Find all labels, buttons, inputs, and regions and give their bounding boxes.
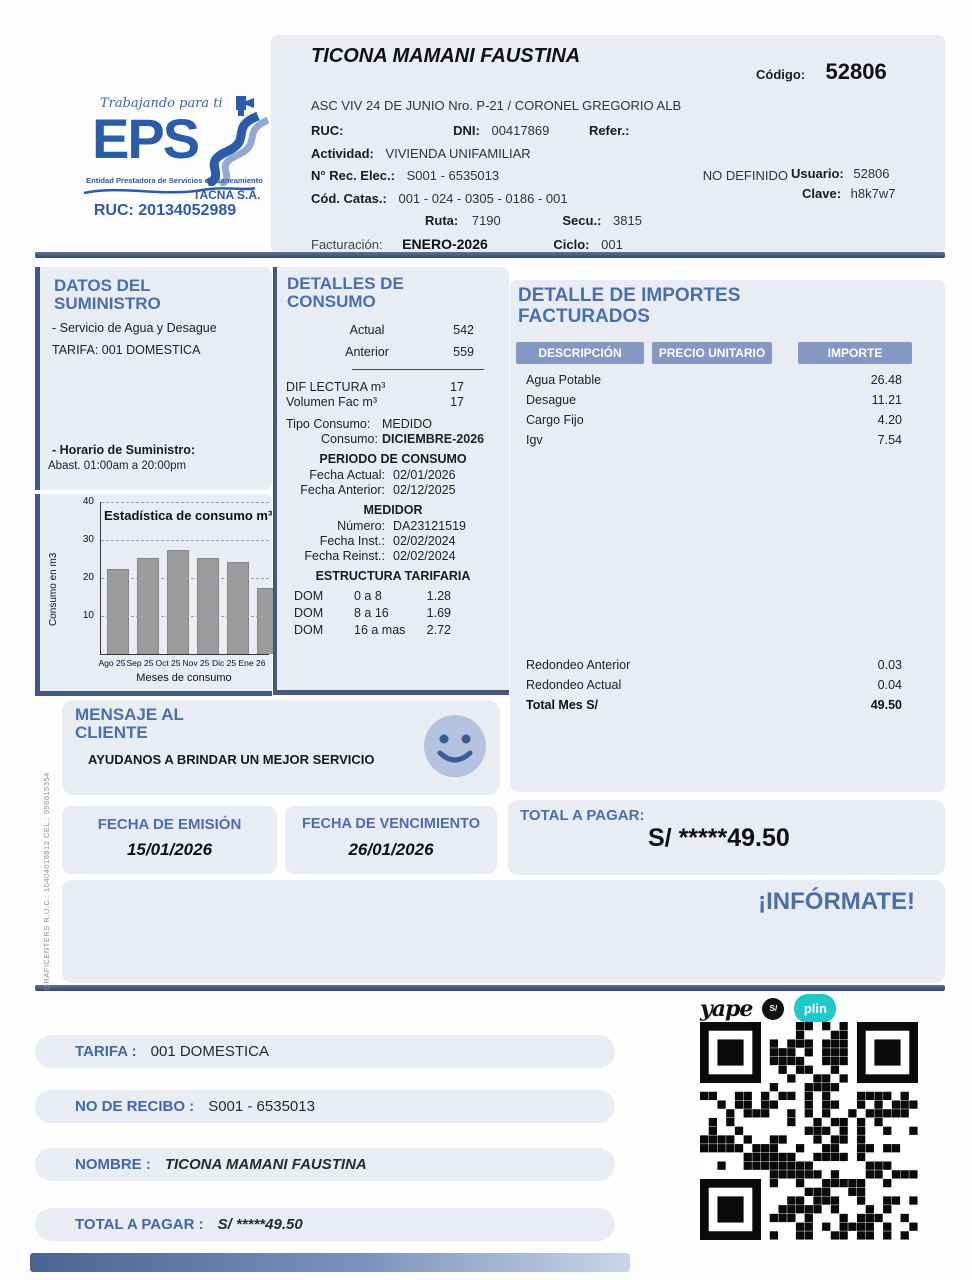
mensaje-text: AYUDANOS A BRINDAR UN MEJOR SERVICIO — [88, 752, 375, 767]
ciclo-value: 001 — [601, 237, 623, 252]
tarifa-precio: 1.69 — [426, 606, 451, 620]
actual-label: Actual — [349, 323, 385, 337]
usuario-value: 52806 — [853, 166, 890, 181]
fecha-emision-box — [62, 806, 277, 874]
chart-x-tick-label: Ene 26 — [238, 658, 266, 668]
medidor-numero-label: Número: — [337, 519, 385, 533]
company-tagline: Trabajando para ti — [100, 96, 223, 111]
col-descripcion: DESCRIPCIÓN — [516, 342, 644, 364]
fecha-anterior-label: Fecha Anterior: — [300, 483, 385, 497]
fecha-vencimiento-value: 26/01/2026 — [348, 840, 434, 859]
header-separator-bar — [35, 252, 945, 258]
header-row-recelec — [311, 168, 788, 183]
chart-y-tick-label: 40 — [82, 496, 94, 507]
customer-name: TICONA MAMANI FAUSTINA — [311, 45, 581, 67]
facturacion-value: ENERO-2026 — [402, 236, 488, 252]
actividad-value: VIVIENDA UNIFAMILIAR — [385, 146, 531, 161]
importe-desc: Agua Potable — [526, 373, 602, 387]
tarifa-tipo: DOM — [294, 606, 324, 620]
chart-bars — [107, 550, 279, 654]
yape-badge-icon: S/ — [762, 998, 784, 1020]
total-mes-row — [526, 698, 902, 712]
importe-amount: 7.54 — [877, 433, 902, 447]
company-logo — [60, 88, 270, 233]
redondeo-actual-value: 0.04 — [877, 678, 902, 692]
refer-label: Refer.: — [588, 123, 630, 138]
actividad-label: Actividad: — [311, 146, 374, 161]
chart-gridline — [101, 578, 269, 579]
suministro-title: DATOS DEL SUMINISTRO — [54, 276, 161, 313]
clave-value: h8k7w7 — [850, 186, 896, 201]
chart-y-tick-label: 30 — [82, 534, 94, 545]
ruc-label: RUC: — [311, 123, 344, 138]
facturacion-label: Facturación: — [311, 237, 383, 252]
chart-bar — [107, 569, 129, 654]
chart-x-tick-label: Dic 25 — [211, 658, 237, 668]
chart-y-tick-label: 20 — [82, 572, 94, 583]
stub-tarifa-label: TARIFA : — [75, 1043, 137, 1060]
tarifa-tipo: DOM — [294, 623, 324, 637]
chart-bar — [227, 562, 249, 654]
header-row-ruta — [425, 213, 642, 228]
payment-logos — [700, 994, 836, 1023]
smiley-icon — [422, 713, 488, 779]
chart-x-tick-label: Nov 25 — [182, 658, 210, 668]
company-name-suffix: TACNA S.A. — [193, 188, 261, 202]
importe-amount: 11.21 — [871, 393, 902, 407]
usuario-row — [791, 166, 890, 181]
importe-desc: Desague — [526, 393, 577, 407]
informate-box — [62, 880, 945, 983]
total-pagar-label: TOTAL A PAGAR: — [520, 807, 645, 824]
ciclo-label: Ciclo: — [553, 237, 590, 252]
fecha-emision-value: 15/01/2026 — [126, 840, 213, 859]
chart-x-axis-label: Meses de consumo — [136, 672, 232, 684]
dif-value: 17 — [450, 380, 464, 394]
importe-row — [526, 393, 902, 407]
consumo-box — [273, 267, 509, 695]
chart-bar — [167, 550, 189, 654]
horario-value: Abast. 01:00am a 20:00pm — [48, 460, 187, 472]
water-swirl-icon — [188, 94, 273, 186]
header-box — [271, 35, 945, 253]
chart-gridline — [101, 616, 269, 617]
periodo-title: PERIODO DE CONSUMO — [319, 452, 467, 466]
consumo-mes-label: Consumo: — [321, 432, 378, 446]
rec-elec-value: S001 - 6535013 — [406, 168, 500, 183]
header-row-actividad — [311, 146, 531, 161]
secu-label: Secu.: — [562, 213, 602, 228]
lectura-divider — [352, 369, 484, 370]
chart-x-tick-label: Ago 25 — [98, 658, 126, 668]
importes-table-header — [516, 342, 933, 364]
fecha-vencimiento-label: FECHA DE VENCIMIENTO — [301, 816, 481, 832]
importes-title: DETALLE DE IMPORTES FACTURADOS — [518, 285, 741, 327]
stub-recibo-label: NO DE RECIBO : — [75, 1098, 195, 1115]
tarifa-rango: 16 a mas — [354, 623, 406, 637]
tipo-consumo-value: MEDIDO — [382, 417, 432, 431]
yape-logo: yape — [700, 995, 753, 1022]
clave-row — [802, 186, 895, 201]
fecha-inst-value: 02/02/2024 — [393, 534, 456, 548]
chart-bar — [197, 558, 219, 654]
importes-box — [510, 280, 945, 792]
header-row-facturacion — [311, 236, 623, 252]
ruta-label: Ruta: — [425, 213, 459, 228]
rec-elec-label: N° Rec. Elec.: — [311, 168, 395, 183]
plin-logo: plin — [794, 994, 836, 1023]
mensaje-box — [62, 700, 500, 795]
fecha-emision-label: FECHA DE EMISIÓN — [97, 816, 242, 833]
importe-amount: 26.48 — [870, 373, 902, 387]
chart-y-tick-label: 10 — [82, 610, 94, 621]
importe-row — [526, 373, 902, 387]
medidor-title: MEDIDOR — [363, 503, 423, 517]
company-ruc: RUC: 20134052989 — [93, 202, 237, 219]
codigo-value: 52806 — [825, 59, 887, 84]
no-definido: NO DEFINIDO — [702, 168, 788, 183]
footer-separator-bar — [35, 985, 945, 991]
chart-plot-area — [100, 502, 269, 655]
volumen-label: Volumen Fac m³ — [286, 395, 378, 409]
fecha-actual-label: Fecha Actual: — [309, 468, 385, 482]
tipo-consumo-label: Tipo Consumo: — [286, 417, 371, 431]
stub-row-total — [35, 1208, 615, 1241]
chart-bar — [137, 558, 159, 654]
informate-text: ¡INFÓRMATE! — [758, 888, 915, 915]
importe-desc: Igv — [526, 433, 543, 447]
qr-code — [700, 1022, 918, 1240]
importe-desc: Cargo Fijo — [526, 413, 584, 427]
consumo-title: DETALLES DE CONSUMO — [287, 274, 404, 311]
total-mes-label: Total Mes S/ — [526, 698, 599, 712]
secu-value: 3815 — [613, 213, 642, 228]
stub-row-recibo — [35, 1090, 615, 1123]
suministro-tarifa: TARIFA: 001 DOMESTICA — [52, 343, 201, 357]
anterior-label: Anterior — [345, 345, 389, 359]
clave-label: Clave: — [802, 186, 842, 201]
fecha-reinst-label: Fecha Reinst.: — [304, 549, 385, 563]
stub-nombre-label: NOMBRE : — [75, 1156, 151, 1173]
anterior-value: 559 — [453, 345, 474, 359]
chart-x-tick-label: Oct 25 — [155, 658, 181, 668]
stub-nombre-value: TICONA MAMANI FAUSTINA — [164, 1156, 367, 1173]
chart-gridline — [101, 502, 269, 503]
stub-recibo-value: S001 - 6535013 — [208, 1098, 315, 1115]
stub-row-tarifa — [35, 1035, 615, 1068]
redondeo-actual-label: Redondeo Actual — [526, 678, 622, 692]
importe-amount: 4.20 — [877, 413, 902, 427]
tarifa-tipo: DOM — [294, 589, 324, 603]
tarifa-rango: 8 a 16 — [354, 606, 389, 620]
estructura-title: ESTRUCTURA TARIFARIA — [315, 569, 471, 583]
importe-row — [526, 433, 902, 447]
stub-tarifa-value: 001 DOMESTICA — [150, 1043, 270, 1060]
header-row-catas — [311, 191, 568, 206]
tarifa-precio: 1.28 — [426, 589, 451, 603]
fecha-inst-label: Fecha Inst.: — [319, 534, 385, 548]
fecha-vencimiento-box — [285, 806, 497, 874]
chart-x-ticks — [98, 658, 266, 668]
chart-x-tick-label: Sep 25 — [126, 658, 154, 668]
total-mes-value: 49.50 — [870, 698, 902, 712]
total-pagar-box — [508, 800, 945, 875]
dni-value: 00417869 — [491, 123, 550, 138]
volumen-value: 17 — [450, 395, 464, 409]
header-row-dni — [311, 123, 629, 138]
suministro-box — [35, 267, 272, 490]
tarifa-precio: 2.72 — [426, 623, 451, 637]
redondeo-anterior-row — [526, 658, 902, 672]
mensaje-title: MENSAJE AL CLIENTE — [75, 705, 184, 742]
suministro-servicio: - Servicio de Agua y Desague — [52, 321, 217, 335]
tarifa-rango: 0 a 8 — [354, 589, 382, 603]
usuario-label: Usuario: — [791, 166, 844, 181]
chart-y-axis-label: Consumo en m3 — [48, 552, 59, 626]
printer-side-text: GRAFICENTERS R.U.C.: 10404018812 CEL.: 956615354 — [42, 772, 51, 990]
chart-title: Estadística de consumo m³ — [104, 508, 273, 523]
dni-label: DNI: — [453, 123, 480, 138]
stub-row-nombre — [35, 1148, 615, 1181]
medidor-numero-value: DA23121519 — [393, 519, 466, 533]
total-pagar-amount: S/ *****49.50 — [648, 824, 790, 852]
customer-address: ASC VIV 24 DE JUNIO Nro. P-21 / CORONEL GREGORIO ALB — [311, 98, 682, 113]
col-importe: IMPORTE — [798, 342, 912, 364]
ruta-value: 7190 — [471, 213, 501, 228]
fecha-anterior-value: 02/12/2025 — [393, 483, 456, 497]
stub-total-label: TOTAL A PAGAR : — [75, 1216, 204, 1233]
importe-row — [526, 413, 902, 427]
chart-gridline — [101, 540, 269, 541]
codigo-label: Código: — [756, 67, 806, 82]
stub-total-value: S/ *****49.50 — [217, 1216, 303, 1233]
codigo-block — [756, 59, 887, 85]
redondeo-anterior-label: Redondeo Anterior — [526, 658, 631, 672]
redondeo-actual-row — [526, 678, 902, 692]
company-logo-text: EPS — [92, 107, 199, 170]
bottom-accent-bar — [30, 1253, 630, 1272]
fecha-actual-value: 02/01/2026 — [393, 468, 456, 482]
catas-value: 001 - 024 - 0305 - 0186 - 001 — [398, 191, 568, 206]
company-subtitle: Entidad Prestadora de Servicios de Saneamiento — [86, 176, 263, 185]
horario-label: - Horario de Suministro: — [52, 443, 196, 457]
catas-label: Cód. Catas.: — [311, 191, 387, 206]
consumption-chart-box — [35, 494, 272, 696]
consumo-mes-value: DICIEMBRE-2026 — [382, 432, 485, 446]
dif-label: DIF LECTURA m³ — [286, 380, 386, 394]
col-precio-unitario: PRECIO UNITARIO — [652, 342, 772, 364]
redondeo-anterior-value: 0.03 — [877, 658, 902, 672]
actual-value: 542 — [453, 323, 474, 337]
fecha-reinst-value: 02/02/2024 — [393, 549, 456, 563]
